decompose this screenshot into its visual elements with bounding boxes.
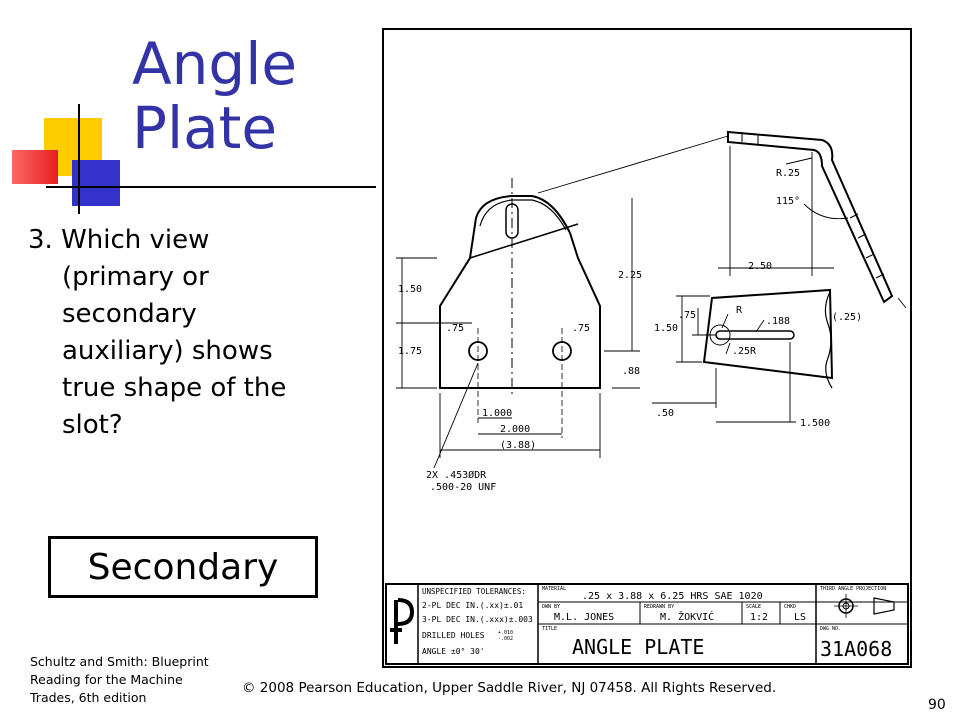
tb-material: .25 x 3.88 x 6.25 HRS SAE 1020 [582,591,763,602]
dim-075-right: .75 [572,323,591,334]
tb-dwn-by: M.L. JONES [554,612,615,623]
engineering-drawing [382,28,912,668]
dim-075-secondary: .75 [678,310,697,321]
tb-redrawn-label: REDRAWN BY [644,604,675,610]
tb-dwn-by-label: DWN BY [542,604,561,610]
tb-tol-3pl: 3-PL DEC IN.(.xxx)±.003 [422,615,533,624]
dim-r25: R.25 [776,168,801,179]
dim-2000: 2.000 [500,424,531,435]
question-line-6: slot? [62,410,123,440]
citation-line-1: Schultz and Smith: Blueprint [30,654,209,669]
tb-drilled-holes: DRILLED HOLES [422,631,485,640]
dim-r: R [736,305,743,316]
tb-material-label: MATERIAL [542,586,567,592]
question-line-5: true shape of the [62,373,287,403]
tb-tol-2pl: 2-PL DEC IN.(.xx)±.01 [422,601,524,610]
tb-drilled-minus: -.002 [498,636,514,642]
citation [30,653,240,707]
title-line-1: Angle [132,30,298,98]
tb-dwg-no: 31A068 [820,637,893,661]
page-number: 90 [928,697,946,713]
dim-050: .50 [656,408,675,419]
tb-redrawn: M. ŽOKVIĆ [660,612,715,623]
question-line-1: 3. Which view [28,225,210,255]
decor-red-square [12,150,58,184]
citation-line-2: Reading for the Machine [30,672,183,687]
title-line-2: Plate [132,94,278,162]
dim-1500: 1.500 [800,418,831,429]
dim-225: 2.25 [618,270,643,281]
angle-115: 115° [776,196,801,207]
question-line-3: secondary [62,299,197,329]
tb-dwg-no-label: DWG NO. [820,626,842,632]
citation-line-3: Trades, 6th edition [30,690,147,705]
dim-150: 1.50 [398,284,423,295]
tb-drilled-plus: +.010 [498,630,514,636]
dim-1000: 1.000 [482,408,513,419]
dim-150-secondary: 1.50 [654,323,679,334]
dim-175: 1.75 [398,346,423,357]
dim-25r: .25R [732,346,757,357]
question-line-2: (primary or [62,262,209,292]
tb-unspecified-tol: UNSPECIFIED TOLERANCES: [422,587,526,596]
dim-388: (3.88) [500,440,537,451]
question-line-4: auxiliary) shows [62,336,273,366]
dim-250: 2.50 [748,261,773,272]
answer-box [48,536,318,598]
hole-note-line-2: .500-20 UNF [430,482,497,493]
tb-title-label: TITLE [542,626,558,632]
hole-note-line-1: 2X .453ØDR [426,470,487,481]
dim-025: (.25) [832,312,863,323]
tb-scale-label: SCALE [746,604,762,610]
tb-angle-tol: ANGLE ±0° 30' [422,647,485,656]
tb-scale: 1:2 [750,612,769,623]
question-text [28,222,358,444]
dim-088: .88 [622,366,641,377]
answer-text: Secondary [87,546,279,588]
slide-title [132,32,382,160]
dim-188: .188 [766,316,791,327]
tb-chkd: LS [794,612,807,623]
dim-075-left: .75 [446,323,465,334]
decor-vertical-line [78,104,80,214]
tb-chkd-label: CHKD [784,604,797,610]
tb-third-angle: THIRD ANGLE PROJECTION [820,586,887,592]
decor-horizontal-line [46,186,376,188]
copyright-notice: © 2008 Pearson Education, Upper Saddle River, NJ 07458. All Rights Reserved. [242,680,777,696]
tb-title: ANGLE PLATE [572,635,705,659]
